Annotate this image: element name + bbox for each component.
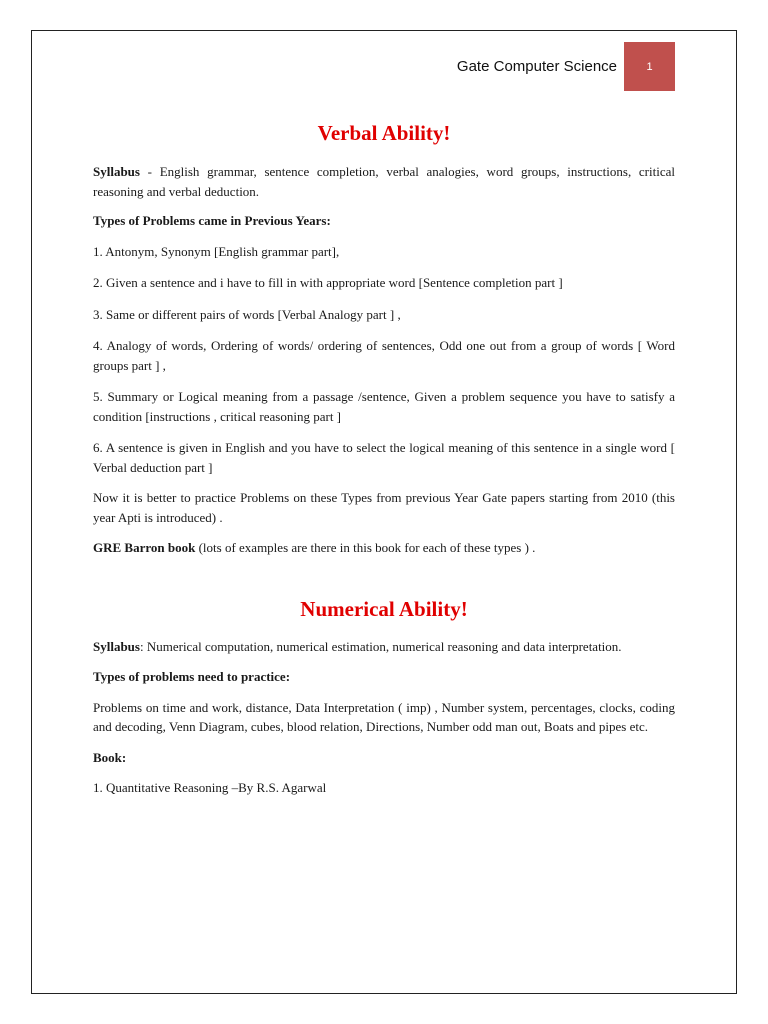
list-item: 2. Given a sentence and i have to fill in with appropriate word [Sentence completion part ] [93, 275, 563, 290]
list-item: 4. Analogy of words, Ordering of words/ ordering of sentences, Odd one out from a group of words [ Word groups part ] , [93, 338, 675, 373]
numerical-syllabus-text: : Numerical computation, numerical estimation, numerical reasoning and data interpretation. [139, 638, 622, 654]
header-title: Gate Computer Science [456, 58, 617, 75]
numerical-syllabus-label: Syllabus [93, 638, 140, 654]
numerical-book-heading-text: Book: [93, 749, 127, 765]
verbal-types-heading-text: Types of Problems came in Previous Years: [93, 213, 331, 228]
verbal-syllabus-text: - English grammar, sentence completion, verbal analogies, word groups, instructions, critical reasoning and verbal deduction. [93, 164, 675, 199]
numerical-syllabus [93, 637, 675, 657]
numerical-book-heading [93, 748, 675, 768]
verbal-ability-heading: Verbal Ability! [317, 121, 451, 145]
verbal-book-label: GRE Barron book [93, 540, 196, 555]
document-body [93, 118, 675, 798]
numerical-types-heading [93, 667, 675, 687]
verbal-types-heading [93, 211, 675, 231]
page-number-badge: 1 [624, 42, 675, 91]
list-item: 3. Same or different pairs of words [Verbal Analogy part ] , [93, 306, 401, 322]
verbal-book [93, 538, 675, 558]
verbal-syllabus-label: Syllabus [93, 164, 140, 179]
numerical-types-heading-text: Types of problems need to practice: [93, 669, 291, 684]
list-item: 6. A sentence is given in English and you have to select the logical meaning of this sentence in a single word [ Verbal deduction part ] [93, 440, 675, 475]
verbal-syllabus [93, 162, 675, 201]
numerical-ability-heading: Numerical Ability! [300, 596, 468, 621]
numerical-book-item: 1. Quantitative Reasoning –By R.S. Agarwal [93, 780, 327, 795]
list-item: 5. Summary or Logical meaning from a passage /sentence, Given a problem sequence you have to satisfy a condition [instructions , critical reasoning part ] [93, 389, 675, 424]
numerical-problems: Problems on time and work, distance, Data Interpretation ( imp) , Number system, percentages, clocks, coding and decoding, Venn Diagram, cubes, blood relation, Directions, Number odd man out, Boats and pipes etc. [93, 699, 675, 734]
list-item: 1. Antonym, Synonym [English grammar part], [93, 243, 340, 259]
verbal-book-text: (lots of examples are there in this book for each of these types ) . [195, 540, 536, 555]
practice-note: Now it is better to practice Problems on these Types from previous Year Gate papers starting from 2010 (this year Apti is introduced) . [93, 490, 675, 525]
